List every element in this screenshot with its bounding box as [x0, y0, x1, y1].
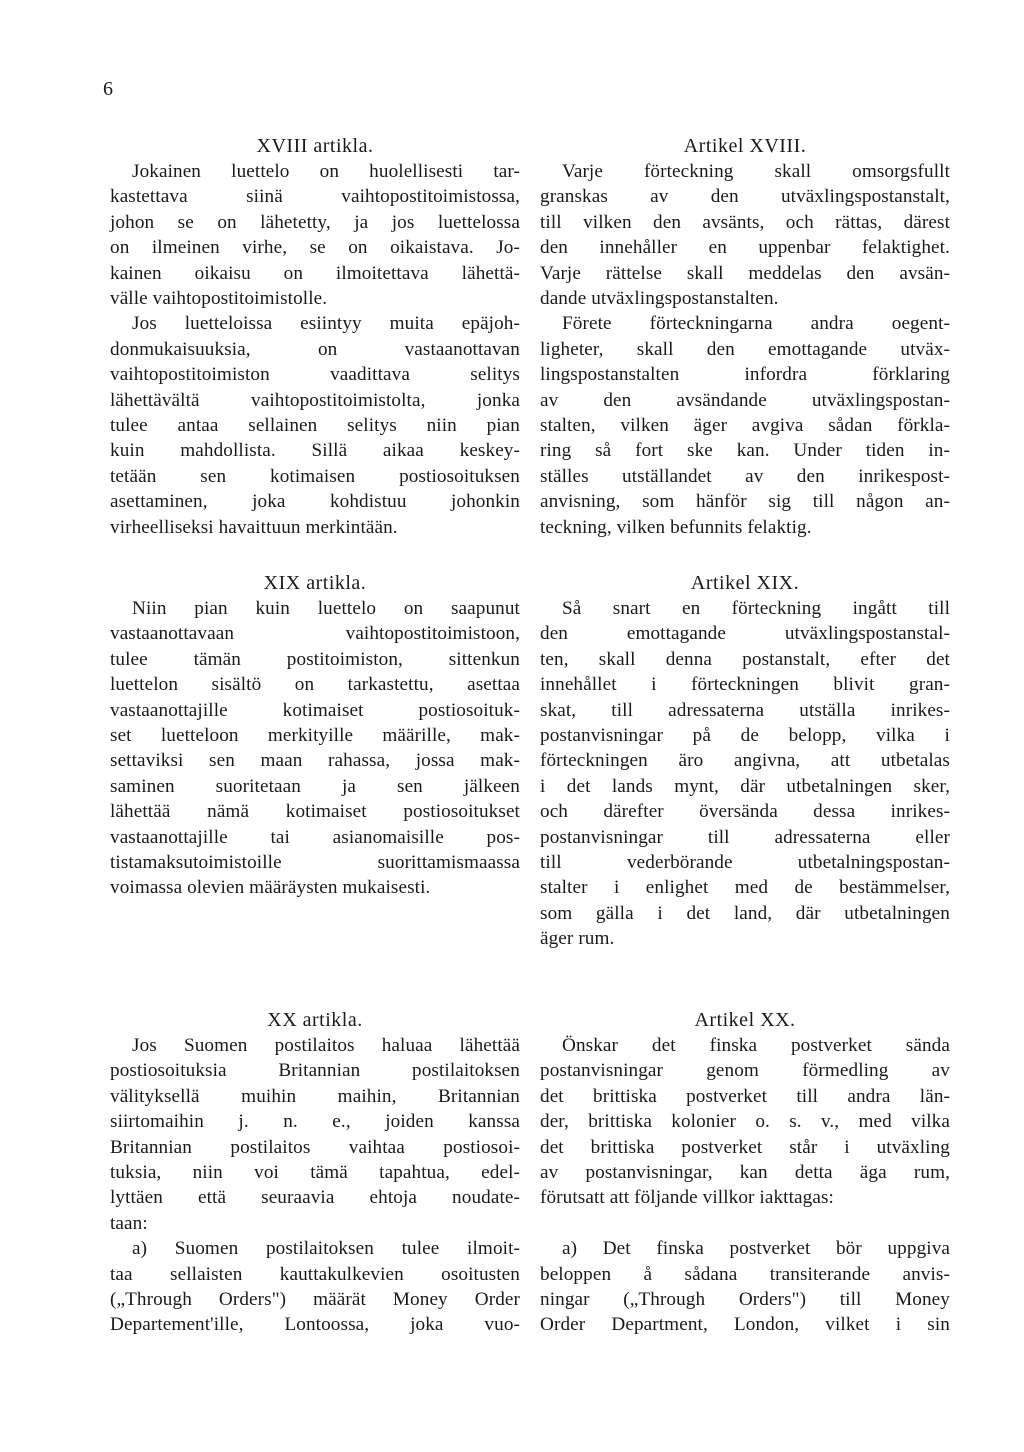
- text-line: Jos Suomen postilaitos haluaa lähettää: [132, 1035, 520, 1056]
- text-line: teckning, vilken befunnits felaktig.: [540, 516, 812, 538]
- text-line: lähettävältä vaihtopostitoimistolta, jonka: [110, 389, 520, 411]
- text-line: vastaanottavaan vaihtopostitoimistoon,: [110, 623, 520, 645]
- text-line: Jos luetteloissa esiintyy muita epäjoh-: [132, 313, 520, 335]
- article-heading: Artikel XIX.: [690, 572, 800, 594]
- text-line: vastaanottajille tai asianomaisille pos-: [110, 826, 520, 848]
- text-line: tetään sen kotimaisen postiosoituksen: [110, 465, 520, 487]
- text-line: lyttäen että seuraavia ehtoja noudate-: [110, 1187, 520, 1209]
- text-line: av postanvisningar, kan detta äga rum,: [540, 1162, 950, 1184]
- article-text: [110, 596, 520, 901]
- text-line: innehållet i förteckningen blivit gran-: [540, 674, 950, 696]
- text-line: Varje förteckning skall omsorgsfullt: [562, 161, 950, 182]
- text-line: postiosoituksia Britannian postilaitoksen: [110, 1060, 520, 1082]
- text-line: skat, till adressaterna utställa inrikes-: [540, 699, 950, 721]
- article-heading: XVIII artikla.: [256, 135, 374, 157]
- text-line: Britannian postilaitos vaihtaa postiosoi-: [110, 1136, 520, 1158]
- text-line: lähettää nämä kotimaiset postiosoitukset: [110, 801, 520, 823]
- text-line: äger rum.: [540, 928, 615, 950]
- text-line: der, brittiska kolonier o. s. v., med vilka: [540, 1111, 950, 1133]
- text-line: donmukaisuuksia, on vastaanottavan: [110, 338, 520, 360]
- article-heading: XIX artikla.: [263, 572, 367, 594]
- text-line: johon se on lähetetty, ja jos luettelossa: [110, 211, 520, 233]
- page-number: 6: [103, 78, 113, 100]
- text-line: vastaanottajille kotimaiset postiosoituk-: [110, 699, 520, 721]
- text-line: saminen suoritetaan ja sen jälkeen: [110, 775, 520, 797]
- text-line: a) Suomen postilaitoksen tulee ilmoit-: [132, 1238, 520, 1260]
- text-line: den innehåller en uppenbar felaktighet.: [540, 237, 950, 259]
- article-heading: Artikel XX.: [694, 1009, 796, 1031]
- text-line: vaihtopostitoimiston vaadittava selitys: [110, 364, 520, 386]
- text-line: voimassa olevien määräysten mukaisesti.: [110, 877, 431, 899]
- text-line: tulee tämän postitoimiston, sittenkun: [110, 648, 520, 670]
- text-line: Order Department, London, vilket i sin: [540, 1314, 950, 1336]
- text-line: stalter i enlighet med de bestämmelser,: [540, 877, 950, 899]
- text-line: postanvisningar till adressaterna eller: [540, 826, 950, 848]
- text-line: („Through Orders") määrät Money Order: [110, 1289, 520, 1311]
- text-line: a) Det finska postverket bör uppgiva: [562, 1238, 950, 1260]
- article-heading: Artikel XVIII.: [683, 135, 807, 157]
- text-line: luettelon sisältö on tarkastettu, asettaa: [110, 674, 520, 696]
- text-line: Önskar det finska postverket sända: [562, 1035, 950, 1056]
- text-line: förutsatt att följande villkor iakttagas:: [540, 1187, 834, 1209]
- text-line: beloppen å sådana transiterande anvis-: [540, 1263, 950, 1285]
- text-line: förteckningen äro angivna, att utbetalas: [540, 750, 950, 772]
- text-line: asettaminen, joka kohdistuu johonkin: [110, 491, 520, 513]
- text-line: taa sellaisten kauttakulkevien osoitusten: [110, 1263, 520, 1285]
- text-line: ningar („Through Orders") till Money: [540, 1289, 950, 1311]
- text-line: [540, 1211, 950, 1236]
- text-line: som gälla i det land, där utbetalningen: [540, 902, 950, 924]
- text-line: ten, skall denna postanstalt, efter det: [540, 648, 950, 670]
- article-text: [110, 1033, 520, 1338]
- text-line: till vederbörande utbetalningspostan-: [540, 852, 950, 874]
- article-text: [540, 159, 950, 540]
- text-line: settaviksi sen maan rahassa, jossa mak-: [110, 750, 520, 772]
- text-line: ring så fort ske kan. Under tiden in-: [540, 440, 950, 462]
- text-line: granskas av den utväxlingspostanstalt,: [540, 186, 950, 208]
- text-line: dande utväxlingspostanstalten.: [540, 288, 779, 310]
- text-line: anvisning, som hänför sig till någon an-: [540, 491, 950, 513]
- text-line: set luetteloon merkityille määrille, mak-: [110, 725, 520, 747]
- text-line: kainen oikaisu on ilmoitettava lähettä-: [110, 262, 520, 284]
- swedish-article-18: [540, 134, 950, 540]
- text-line: det brittiska postverket till andra län-: [540, 1085, 950, 1107]
- text-line: lingspostanstalten infordra förklaring: [540, 364, 950, 386]
- text-line: och därefter översända dessa inrikes-: [540, 801, 950, 823]
- text-line: kastettava siinä vaihtopostitoimistossa,: [110, 186, 520, 208]
- text-line: välle vaihtopostitoimistolle.: [110, 288, 328, 310]
- text-line: kuin mahdollista. Sillä aikaa keskey-: [110, 440, 520, 462]
- text-line: postanvisningar på de belopp, vilka i: [540, 725, 950, 747]
- article-text: [540, 1033, 950, 1338]
- finnish-article-20: [110, 1008, 520, 1338]
- text-line: den emottagande utväxlingspostanstal-: [540, 623, 950, 645]
- article-heading: XX artikla.: [267, 1009, 363, 1031]
- text-line: välityksellä muihin maihin, Britannian: [110, 1085, 520, 1107]
- article-text: [540, 596, 950, 952]
- text-line: Så snart en förteckning ingått till: [562, 598, 950, 619]
- text-line: till vilken den avsänts, och rättas, därest: [540, 211, 950, 233]
- finnish-article-19: [110, 571, 520, 901]
- text-line: det brittiska postverket står i utväxling: [540, 1136, 950, 1158]
- text-line: taan:: [110, 1212, 148, 1234]
- text-line: i det lands mynt, där utbetalningen sker,: [540, 775, 950, 797]
- text-line: on ilmeinen virhe, se on oikaistava. Jo-: [110, 237, 520, 259]
- text-line: Jokainen luettelo on huolellisesti tar-: [132, 161, 520, 182]
- swedish-article-20: [540, 1008, 950, 1338]
- text-line: tistamaksutoimistoille suorittamismaassa: [110, 852, 520, 874]
- text-line: ställes utställandet av den inrikespost-: [540, 465, 950, 487]
- text-line: av den avsändande utväxlingspostan-: [540, 389, 950, 411]
- text-line: siirtomaihin j. n. e., joiden kanssa: [110, 1111, 520, 1133]
- text-line: virheelliseksi havaittuun merkintään.: [110, 516, 398, 538]
- swedish-article-19: [540, 571, 950, 952]
- text-line: ligheter, skall den emottagande utväx-: [540, 338, 950, 360]
- text-line: tuksia, niin voi tämä tapahtua, edel-: [110, 1162, 520, 1184]
- text-line: Niin pian kuin luettelo on saapunut: [132, 598, 520, 619]
- article-text: [110, 159, 520, 540]
- text-line: postanvisningar genom förmedling av: [540, 1060, 950, 1082]
- text-line: stalten, vilken äger avgiva sådan förkla-: [540, 415, 950, 437]
- text-line: tulee antaa sellainen selitys niin pian: [110, 415, 520, 437]
- text-line: Varje rättelse skall meddelas den avsän-: [540, 262, 950, 284]
- text-line: Departement'ille, Lontoossa, joka vuo-: [110, 1314, 520, 1336]
- finnish-article-18: [110, 134, 520, 540]
- text-line: Förete förteckningarna andra oegent-: [562, 313, 950, 335]
